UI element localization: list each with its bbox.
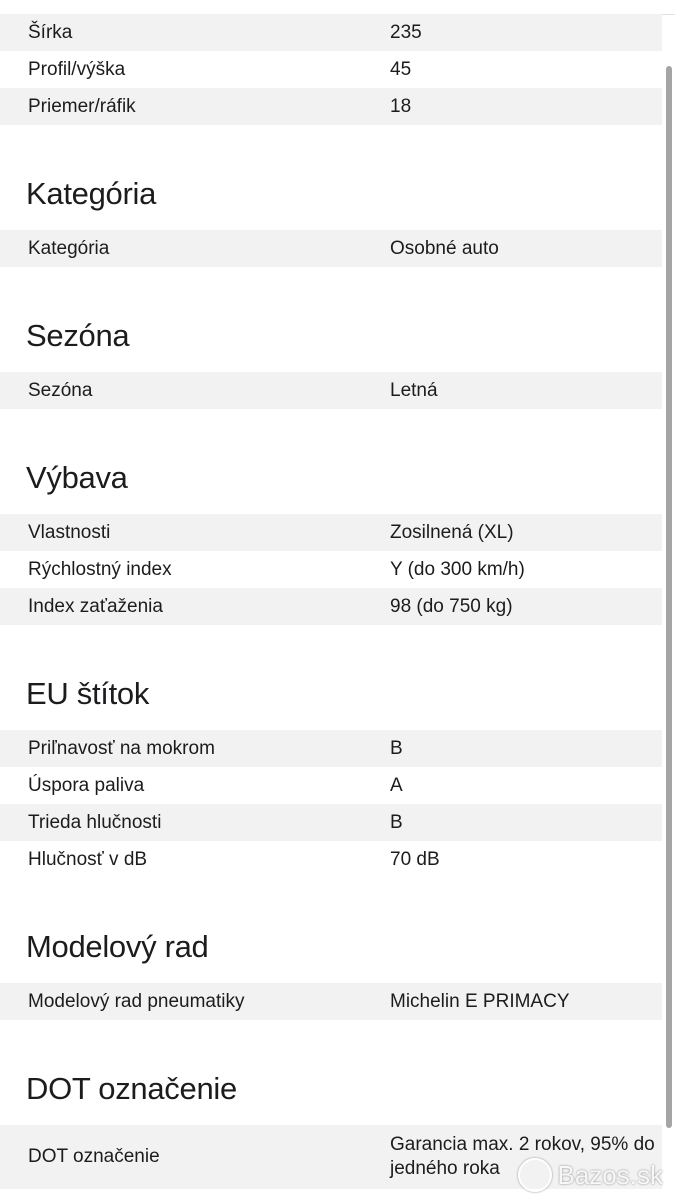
spec-value: Zosilnená (XL) — [390, 521, 514, 543]
spec-row-sezona — [0, 372, 662, 409]
spec-value: Osobné auto — [390, 237, 499, 259]
spec-label: Modelový rad pneumatiky — [28, 990, 245, 1012]
spec-value: 18 — [390, 95, 412, 117]
section-title-sezona: Sezóna — [26, 318, 130, 353]
section-title-modelovy-rad: Modelový rad — [26, 929, 209, 964]
spec-row-hlucnost-db — [0, 841, 662, 878]
spec-value: Y (do 300 km/h) — [390, 558, 525, 580]
spec-label: Úspora paliva — [28, 774, 145, 796]
spec-list — [0, 14, 662, 1189]
spec-label: Profil/výška — [28, 58, 126, 80]
spec-row-trieda-hlucnosti — [0, 804, 662, 841]
spec-row-prilnavost — [0, 730, 662, 767]
spec-value: Garancia max. 2 rokov, 95% do jedného roka — [390, 1134, 655, 1179]
spec-label: Priľnavosť na mokrom — [28, 737, 215, 759]
section-title-vybava: Výbava — [26, 460, 128, 495]
spec-row-sirka — [0, 14, 662, 51]
spec-row-vlastnosti — [0, 514, 662, 551]
spec-label: Šírka — [28, 21, 73, 43]
spec-value: 98 (do 750 kg) — [390, 595, 513, 617]
spec-value: 235 — [390, 21, 422, 43]
vertical-scrollbar[interactable] — [666, 66, 672, 1128]
spec-value: Letná — [390, 379, 438, 401]
spec-row-index-zatazenia — [0, 588, 662, 625]
spec-label: Trieda hlučnosti — [28, 811, 162, 833]
spec-label: DOT označenie — [28, 1146, 160, 1167]
spec-label: Priemer/ráfik — [28, 95, 136, 117]
spec-label: Rýchlostný index — [28, 558, 172, 580]
spec-value: Michelin E PRIMACY — [390, 990, 570, 1012]
spec-label: Vlastnosti — [28, 521, 111, 543]
section-title-kategoria: Kategória — [26, 176, 157, 211]
top-bar — [0, 0, 675, 15]
bazos-watermark — [518, 1158, 664, 1192]
bazos-logo-icon — [518, 1158, 552, 1192]
spec-row-priemer — [0, 88, 662, 125]
spec-row-uspora-paliva — [0, 767, 662, 804]
spec-row-profil — [0, 51, 662, 88]
spec-label: Kategória — [28, 237, 110, 259]
section-title-eu-stitok: EU štítok — [26, 676, 150, 711]
spec-value: B — [390, 811, 403, 833]
spec-row-rychlostny-index — [0, 551, 662, 588]
spec-row-kategoria — [0, 230, 662, 267]
spec-label: Index zaťaženia — [28, 595, 163, 617]
spec-label: Sezóna — [28, 379, 93, 401]
spec-value: B — [390, 737, 403, 759]
spec-label: Hlučnosť v dB — [28, 848, 148, 870]
spec-value: A — [390, 774, 403, 796]
watermark-text: Bazos.sk — [557, 1159, 663, 1190]
section-title-dot: DOT označenie — [26, 1071, 237, 1106]
spec-value: 45 — [390, 58, 412, 80]
spec-value: 70 dB — [390, 848, 440, 870]
spec-row-modelovy-rad — [0, 983, 662, 1020]
